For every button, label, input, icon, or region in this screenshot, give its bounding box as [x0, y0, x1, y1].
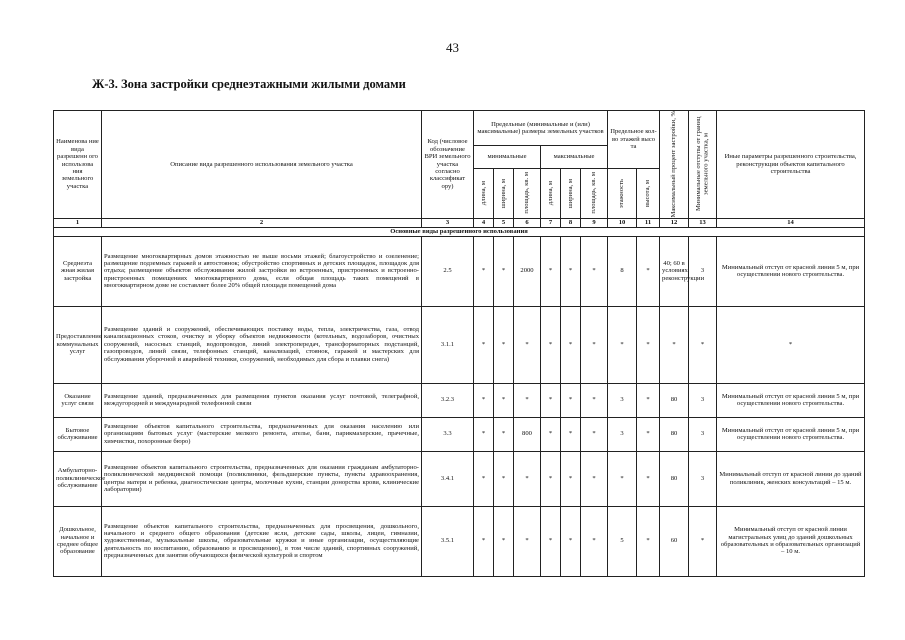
cell-height: *: [637, 236, 660, 306]
column-number: 8: [561, 218, 581, 227]
cell-max-width: *: [561, 236, 581, 306]
column-number: 7: [541, 218, 561, 227]
cell-min-width: *: [494, 306, 514, 383]
cell-height: *: [637, 451, 660, 506]
table-row: [54, 236, 865, 306]
cell-height: *: [637, 383, 660, 417]
row-code: 3.1.1: [422, 306, 474, 383]
row-description: Размещение зданий, предназначенных для размещения пунктов оказания услуг почтовой, телеграфной, междугородней и международной телефонной связи: [102, 383, 422, 417]
cell-other-params: Минимальный отступ от красной линии 5 м, при осуществлении нового строительства.: [717, 236, 865, 306]
cell-max-percent: 80: [660, 451, 689, 506]
cell-min-width: *: [494, 417, 514, 451]
header-max-percent: Максимальный процент застройки, %: [670, 111, 678, 218]
cell-other-params: *: [717, 306, 865, 383]
row-code: 3.2.3: [422, 383, 474, 417]
column-number: 1: [54, 218, 102, 227]
cell-max-width: *: [561, 506, 581, 576]
row-name: Амбулаторно-поликлиническое обслуживание: [54, 451, 102, 506]
column-number: 5: [494, 218, 514, 227]
cell-floors: 3: [608, 417, 637, 451]
column-number: 2: [102, 218, 422, 227]
section-title: Основные виды разрешенного использования: [54, 227, 865, 236]
cell-max-length: *: [541, 451, 561, 506]
column-numbers-row: [54, 218, 865, 227]
column-number: 11: [637, 218, 660, 227]
zone-regulations-table: [53, 110, 865, 577]
column-number: 10: [608, 218, 637, 227]
header-name: Наименова ние вида разрешенн ого использова ния земельного участка: [54, 111, 102, 219]
cell-floors: *: [608, 451, 637, 506]
cell-max-width: *: [561, 451, 581, 506]
column-number: 9: [581, 218, 608, 227]
row-name: Предоставление коммунальных услуг: [54, 306, 102, 383]
cell-max-area: *: [581, 383, 608, 417]
cell-max-length: *: [541, 417, 561, 451]
cell-max-width: *: [561, 417, 581, 451]
cell-min-width: *: [494, 383, 514, 417]
cell-min-length: *: [474, 506, 494, 576]
column-number: 12: [660, 218, 689, 227]
cell-max-width: *: [561, 383, 581, 417]
row-description: Размещение объектов капитального строительства, предназначенных для оказания гражданам амбулаторно-поликлинической медицинской помощи (поликлиники, фельдшерские пункты, пункты здравоохранения, центры матери и ребенка, диагностические центры, молочные кухни, станции донорства крови, клинические лаборатории): [102, 451, 422, 506]
header-max-length: длина, м: [546, 181, 554, 206]
header-max-group: максимальные: [541, 146, 608, 169]
cell-min-area: 800: [514, 417, 541, 451]
header-floors: этажность: [618, 178, 626, 208]
row-name: Среднеэта жная жилая застройка: [54, 236, 102, 306]
cell-floors: 3: [608, 383, 637, 417]
cell-max-length: *: [541, 383, 561, 417]
cell-min-width: *: [494, 236, 514, 306]
row-description: Размещение зданий и сооружений, обеспечивающих поставку воды, тепла, электричества, газа, отвод канализационных стоков, очистку и уборку объектов недвижимости (котельных, водозаборов, очистных сооружений, насосных станций, водопроводов, линий электропередач, трансформаторных подстанций, газопроводов, линий связи, телефонных станций, канализаций, стоянок, гаражей и мастерских для обслуживания уборочной и аварийной техники, сооружений, необходимых для сбора и плавки снега): [102, 306, 422, 383]
header-floors-group: Предельное кол-во этажей высо та: [608, 111, 660, 169]
cell-min-length: *: [474, 417, 494, 451]
row-code: 3.5.1: [422, 506, 474, 576]
cell-max-area: *: [581, 306, 608, 383]
cell-max-length: *: [541, 506, 561, 576]
cell-min-setback: *: [689, 506, 717, 576]
cell-max-area: *: [581, 506, 608, 576]
row-name: Дошкольное, начальное и среднее общее образование: [54, 506, 102, 576]
cell-max-length: *: [541, 306, 561, 383]
cell-min-area: *: [514, 383, 541, 417]
cell-max-length: *: [541, 236, 561, 306]
document-title: Ж-3. Зона застройки среднеэтажными жилыми домами: [92, 77, 406, 91]
row-name: Оказание услуг связи: [54, 383, 102, 417]
header-max-area: площадь, кв. м: [590, 172, 598, 214]
cell-min-length: *: [474, 451, 494, 506]
cell-max-width: *: [561, 306, 581, 383]
cell-min-setback: *: [689, 306, 717, 383]
header-height: высота, м: [644, 179, 652, 207]
cell-other-params: Минимальный отступ от красной линии 5 м, при осуществлении нового строительства.: [717, 383, 865, 417]
cell-min-area: *: [514, 451, 541, 506]
cell-max-area: *: [581, 451, 608, 506]
header-min-group: минимальные: [474, 146, 541, 169]
cell-min-setback: 3: [689, 383, 717, 417]
cell-max-percent: *: [660, 306, 689, 383]
column-number: 4: [474, 218, 494, 227]
row-code: 2.5: [422, 236, 474, 306]
page-number: 43: [446, 40, 459, 55]
table-row: [54, 451, 865, 506]
row-name: Бытовое обслуживание: [54, 417, 102, 451]
cell-floors: 5: [608, 506, 637, 576]
cell-min-length: *: [474, 383, 494, 417]
header-min-area: площадь, кв. м: [523, 172, 531, 214]
column-number: 14: [717, 218, 865, 227]
cell-max-area: *: [581, 417, 608, 451]
cell-other-params: Минимальный отступ от красной линии магистральных улиц до зданий дошкольных образовательных и образовательных организаций – 10 м.: [717, 506, 865, 576]
cell-min-setback: 3: [689, 451, 717, 506]
cell-min-width: *: [494, 451, 514, 506]
cell-min-area: 2000: [514, 236, 541, 306]
cell-min-setback: 3: [689, 236, 717, 306]
table-row: [54, 506, 865, 576]
header-code: Код (числовое обозначение ВРИ земельного участка согласно классификат ору): [422, 111, 474, 219]
row-description: Размещение многоквартирных домов этажностью не выше восьми этажей; благоустройство и озеленение; размещение подземных гаражей и автостоянок; обустройство спортивных и детских площадок, площадок для отдыха; размещение объектов обслуживания жилой застройки во встроенных, пристроенных и встроенно-пристроенных помещениях многоквартирного дома, если общая площадь таких помещений в многоквартирном доме не составляет более 20% общей площади помещений дома: [102, 236, 422, 306]
cell-min-length: *: [474, 306, 494, 383]
row-description: Размещение объектов капитального строительства, предназначенных для оказания населению или организациям бытовых услуг (мастерские мелкого ремонта, ателье, бани, парикмахерские, прачечные, химчистки, похоронные бюро): [102, 417, 422, 451]
cell-height: *: [637, 506, 660, 576]
row-code: 3.3: [422, 417, 474, 451]
cell-max-area: *: [581, 236, 608, 306]
cell-min-length: *: [474, 236, 494, 306]
cell-other-params: Минимальный отступ от красной линии 5 м, при осуществлении нового строительства.: [717, 417, 865, 451]
cell-max-percent: 40; 60 в условиях реконструкции: [660, 236, 689, 306]
cell-min-area: *: [514, 306, 541, 383]
column-number: 13: [689, 218, 717, 227]
cell-max-percent: 60: [660, 506, 689, 576]
header-min-setback: Минимальные отступы от границ земельного участка, м: [695, 117, 710, 212]
cell-floors: *: [608, 306, 637, 383]
cell-floors: 8: [608, 236, 637, 306]
header-other-params: Иные параметры разрешенного строительства, реконструкции объектов капитального строительства: [717, 111, 865, 219]
header-max-width: ширина, м: [566, 178, 574, 208]
cell-max-percent: 80: [660, 383, 689, 417]
header-min-width: ширина, м: [499, 178, 507, 208]
cell-min-area: *: [514, 506, 541, 576]
column-number: 3: [422, 218, 474, 227]
row-code: 3.4.1: [422, 451, 474, 506]
cell-min-width: *: [494, 506, 514, 576]
row-description: Размещение объектов капитального строительства, предназначенных для просвещения, дошкольного, начального и среднего общего образования (детские ясли, детские сады, школы, лицеи, гимназии, художественные, музыкальные школы, образовательные кружки и иные организации, осуществляющие деятельность по воспитанию, образованию и просвещению), в том числе зданий, спортивных сооружений, предназначенных для занятия обучающихся физической культурой и спортом: [102, 506, 422, 576]
table-row: [54, 306, 865, 383]
cell-height: *: [637, 417, 660, 451]
table-row: [54, 383, 865, 417]
cell-height: *: [637, 306, 660, 383]
cell-min-setback: 3: [689, 417, 717, 451]
cell-other-params: Минимальный отступ от красной линии до зданий поликлиник, женских консультаций – 15 м.: [717, 451, 865, 506]
table-row: [54, 417, 865, 451]
header-sizes-group: Предельные (минимальные и (или) максимальные) размеры земельных участков: [474, 111, 608, 146]
cell-max-percent: 80: [660, 417, 689, 451]
header-min-length: длина, м: [479, 181, 487, 206]
column-number: 6: [514, 218, 541, 227]
header-description: Описание вида разрешенного использования земельного участка: [102, 111, 422, 219]
